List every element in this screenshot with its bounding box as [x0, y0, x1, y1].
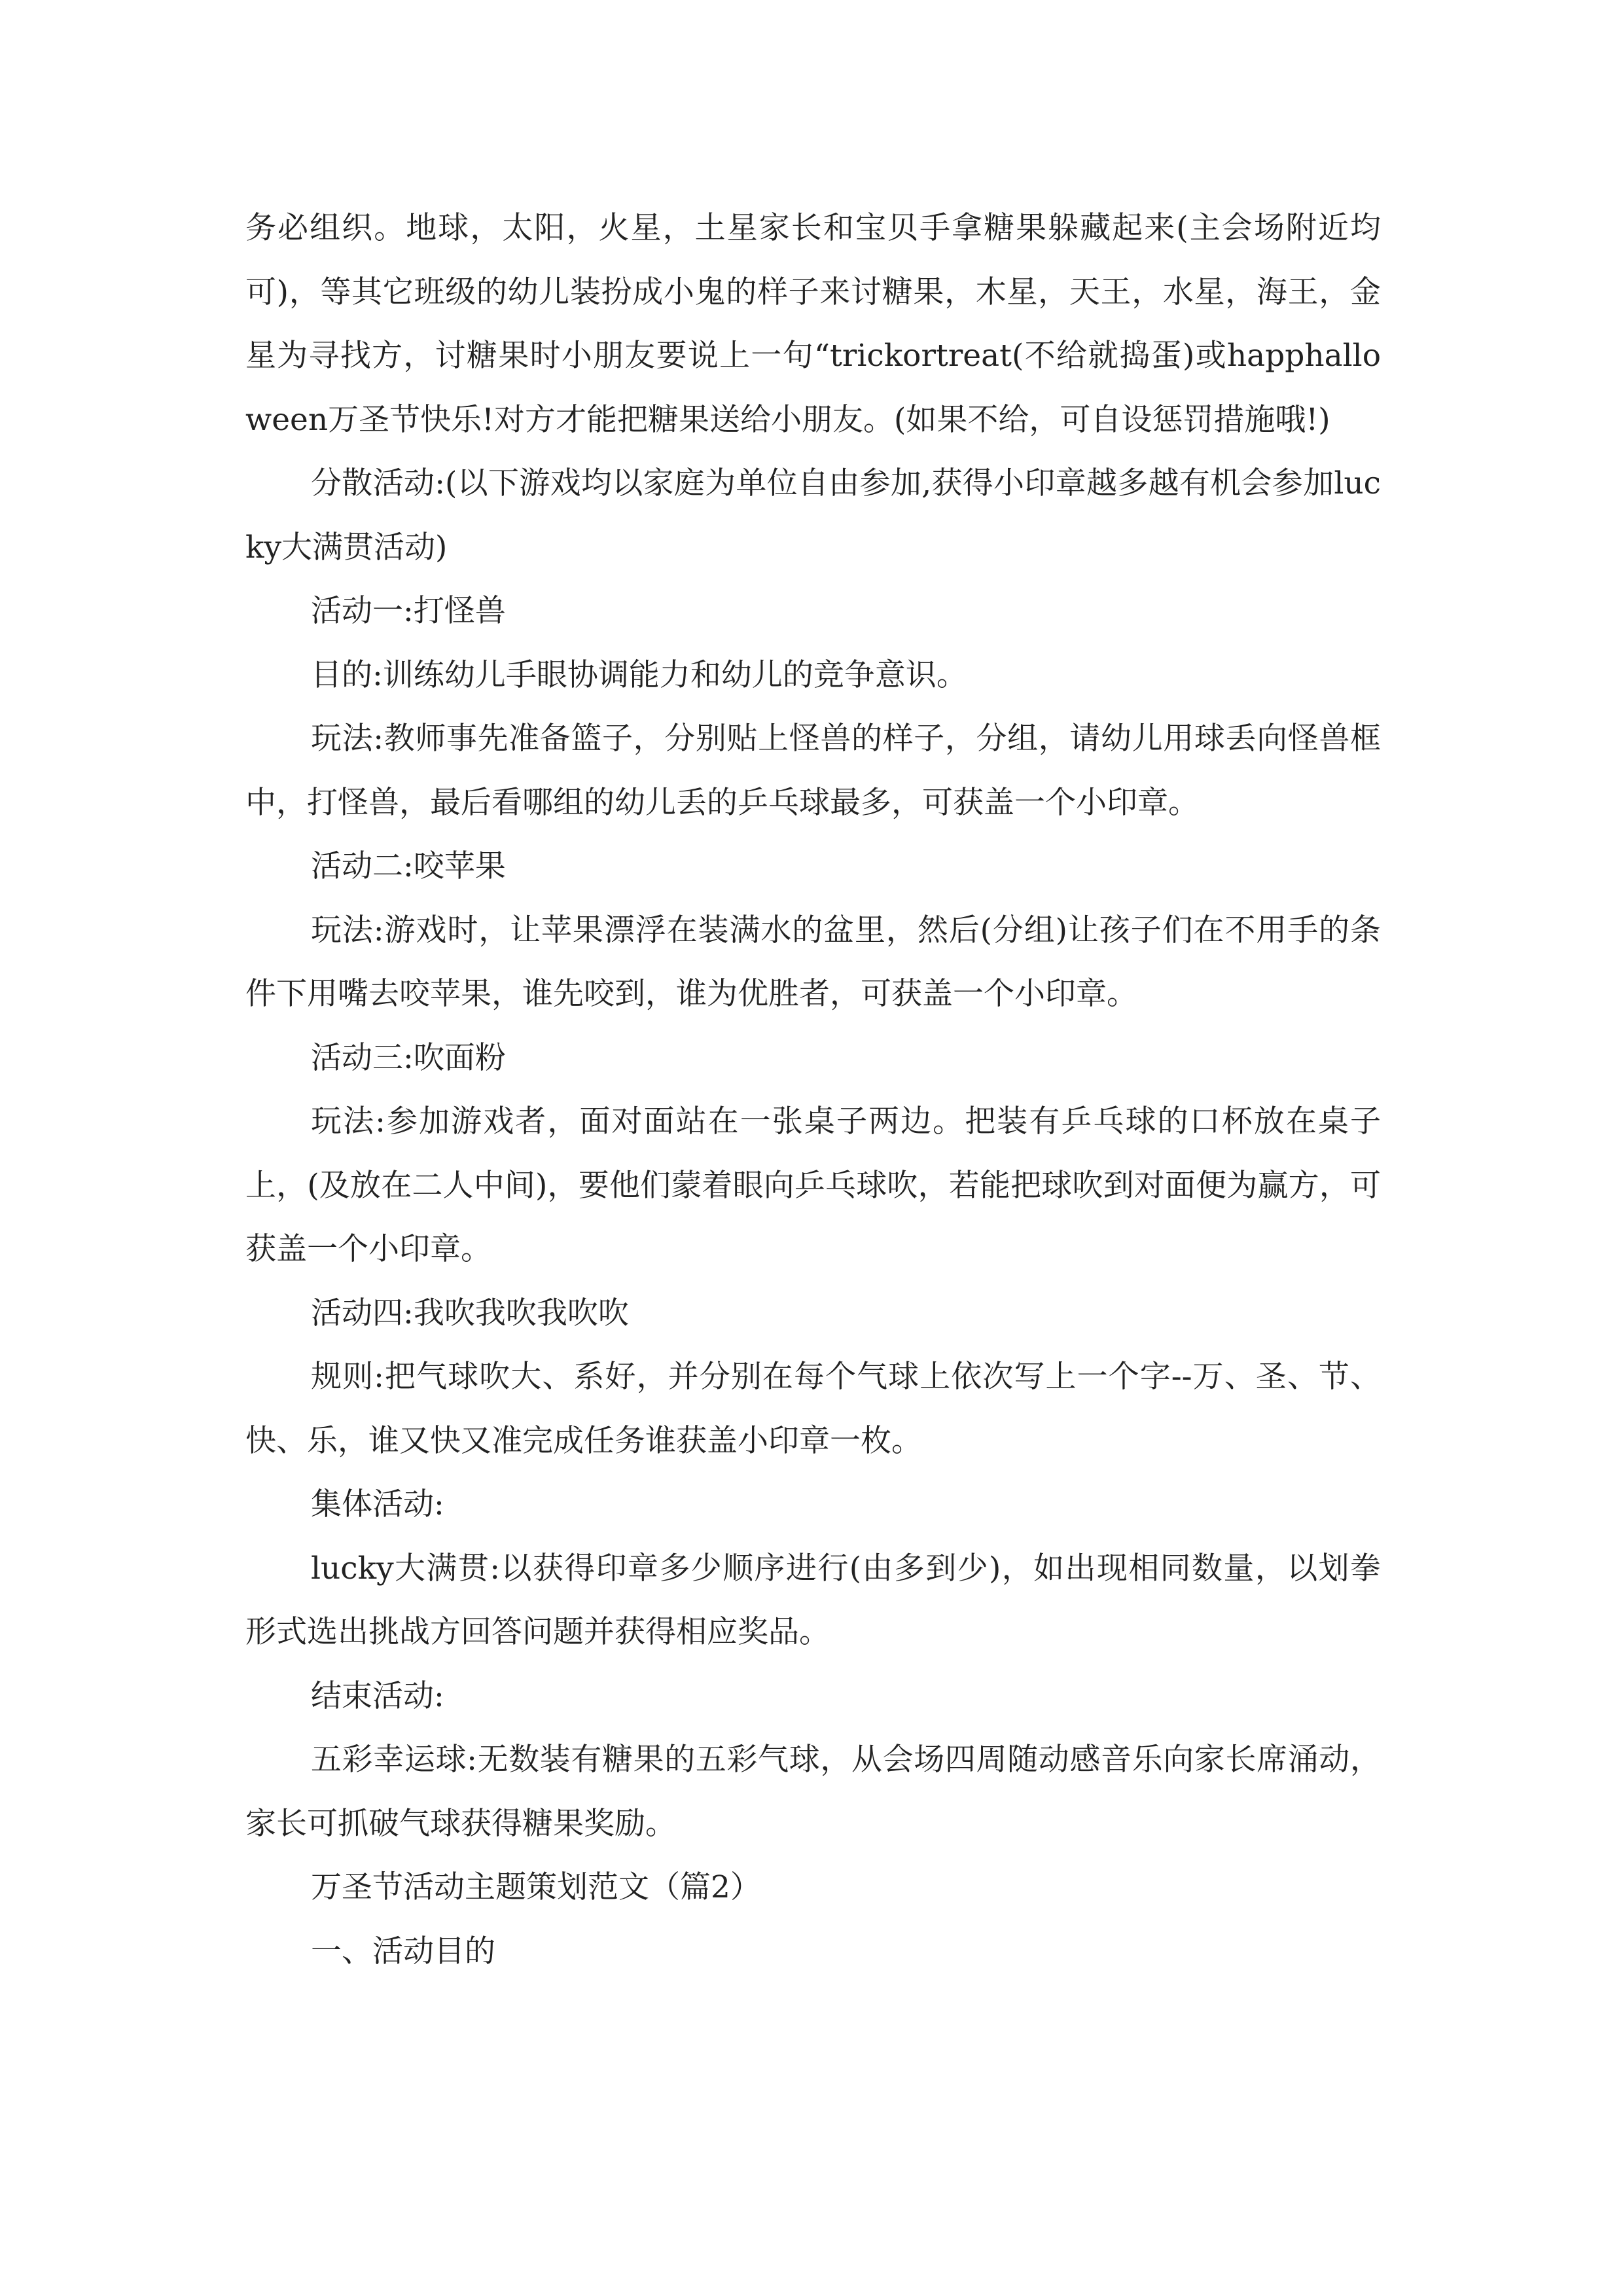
section-heading: 结束活动: — [311, 1677, 444, 1714]
paragraph: 务必组织。地球，太阳，火星，土星家长和宝贝手拿糖果躲藏起来(主会场附近均可)，等其它班级的幼儿装扮成小鬼的样子来讨糖果，木星，天王，水星，海王，金星为寻找方，讨糖果时小朋友要说上一句“trickortreat(不给就捣蛋)或happhalloween万圣节快乐!对方才能把糖果送给小朋友。(如果不给，可自设惩罚措施哦!) — [245, 210, 1381, 438]
paragraph: 玩法:参加游戏者，面对面站在一张桌子两边。把装有乒乓球的口杯放在桌子上，(及放在二人中间)，要他们蒙着眼向乒乓球吹，若能把球吹到对面便为赢方，可获盖一个小印章。 — [245, 1103, 1381, 1267]
paragraph: 玩法:游戏时，让苹果漂浮在装满水的盆里，然后(分组)让孩子们在不用手的条件下用嘴去咬苹果，谁先咬到，谁为优胜者，可获盖一个小印章。 — [245, 912, 1381, 1012]
section-heading: 一、活动目的 — [311, 1933, 495, 1969]
paragraph: 玩法:教师事先准备篮子，分别贴上怪兽的样子，分组，请幼儿用球丢向怪兽框中，打怪兽，最后看哪组的幼儿丢的乒乓球最多，可获盖一个小印章。 — [245, 721, 1381, 821]
section-heading: 活动一:打怪兽 — [311, 593, 506, 629]
document-body — [245, 196, 1381, 1983]
paragraph: 五彩幸运球:无数装有糖果的五彩气球，从会场四周随动感音乐向家长席涌动，家长可抓破气球获得糖果奖励。 — [245, 1742, 1381, 1842]
document-title: 万圣节活动主题策划范文（篇2） — [311, 1869, 761, 1905]
section-heading: 集体活动: — [311, 1486, 444, 1522]
paragraph: 目的:训练幼儿手眼协调能力和幼儿的竞争意识。 — [311, 656, 967, 693]
paragraph: lucky大满贯:以获得印章多少顺序进行(由多到少)，如出现相同数量，以划拳形式选出挑战方回答问题并获得相应奖品。 — [245, 1550, 1381, 1650]
paragraph: 分散活动:(以下游戏均以家庭为单位自由参加,获得小印章越多越有机会参加lucky大满贯活动) — [245, 465, 1381, 565]
section-heading: 活动三:吹面粉 — [311, 1039, 506, 1076]
paragraph: 规则:把气球吹大、系好，并分别在每个气球上依次写上一个字--万、圣、节、快、乐，谁又快又准完成任务谁获盖小印章一枚。 — [245, 1359, 1381, 1459]
section-heading: 活动四:我吹我吹我吹吹 — [311, 1295, 629, 1331]
section-heading: 活动二:咬苹果 — [311, 848, 506, 884]
